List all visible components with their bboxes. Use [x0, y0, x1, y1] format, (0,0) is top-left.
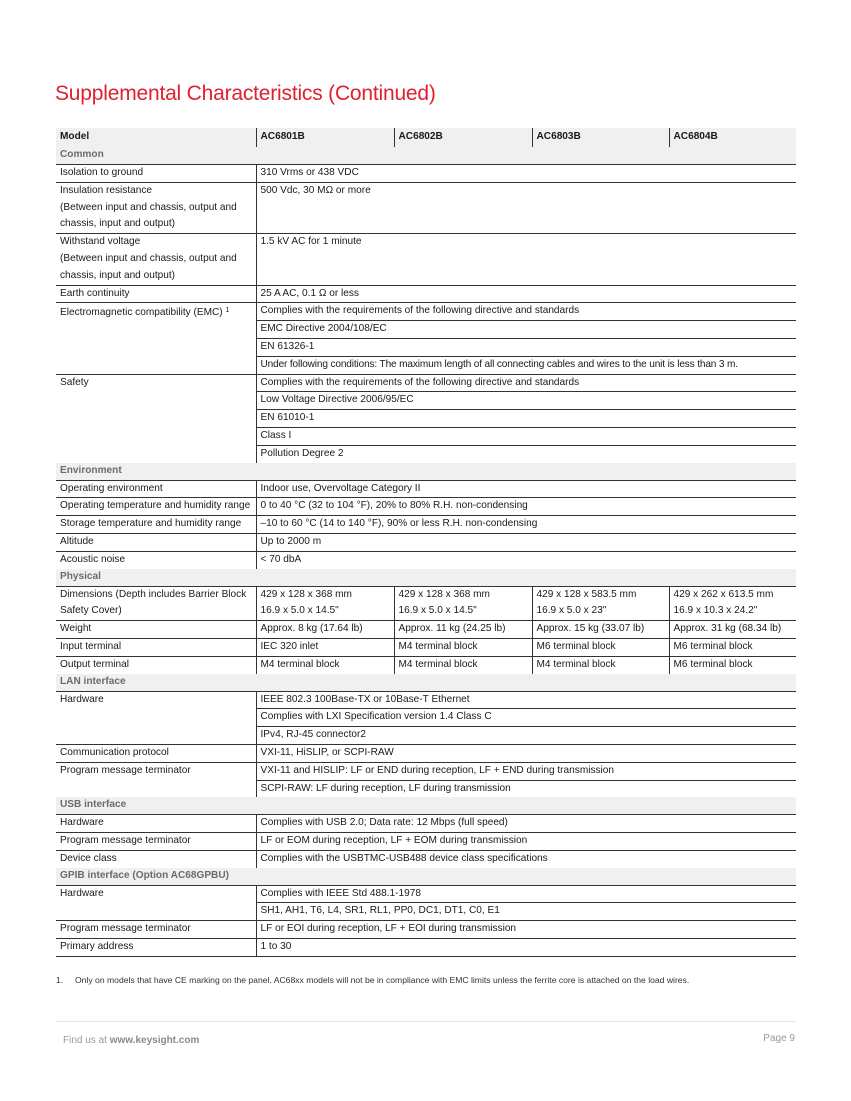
- row-label: Safety: [56, 374, 256, 462]
- row-value: Class I: [256, 427, 796, 445]
- table-row: [56, 921, 796, 939]
- row-value: 1.5 kV AC for 1 minute: [256, 234, 796, 285]
- section-gpib: GPIB interface (Option AC68GPBU): [56, 868, 796, 886]
- row-label: Primary address: [56, 939, 256, 957]
- row-value: Complies with the requirements of the following directive and standards: [256, 374, 796, 392]
- row-value: Indoor use, Overvoltage Category II: [256, 480, 796, 498]
- table-row: [56, 480, 796, 498]
- table-row: [56, 586, 796, 621]
- row-value: LF or EOM during reception, LF + EOM during transmission: [256, 833, 796, 851]
- header-ac6803b: AC6803B: [532, 128, 669, 147]
- row-value: IPv4, RJ-45 connector2: [256, 727, 796, 745]
- footnote: [56, 974, 796, 987]
- row-value: VXI-11 and HISLIP: LF or END during reception, LF + END during transmission: [256, 762, 796, 780]
- footnote-ref: 1: [225, 307, 230, 315]
- row-value: Complies with IEEE Std 488.1-1978: [256, 885, 796, 903]
- header-ac6802b: AC6802B: [394, 128, 532, 147]
- header-ac6804b: AC6804B: [669, 128, 796, 147]
- row-label: Hardware: [56, 691, 256, 744]
- footnote-number: 1.: [56, 975, 64, 985]
- supplemental-characteristics-table: [56, 128, 796, 957]
- row-value: EN 61010-1: [256, 410, 796, 428]
- section-environment: Environment: [56, 463, 796, 481]
- row-value: EMC Directive 2004/108/EC: [256, 321, 796, 339]
- row-label: Altitude: [56, 533, 256, 551]
- row-value: Under following conditions: The maximum length of all connecting cables and wires to the unit is less than 3 m.: [256, 356, 796, 374]
- table-row: [56, 516, 796, 534]
- page-title: Supplemental Characteristics (Continued): [55, 82, 436, 105]
- row-value: 0 to 40 °C (32 to 104 °F), 20% to 80% R.H. non-condensing: [256, 498, 796, 516]
- row-value: IEEE 802.3 100Base-TX or 10Base-T Ethernet: [256, 691, 796, 709]
- table-row: [56, 182, 796, 233]
- row-label: Insulation resistance (Between input and chassis, output and chassis, input and output): [56, 182, 256, 233]
- table-header-row: [56, 128, 796, 147]
- footer-site-link[interactable]: www.keysight.com: [109, 1035, 200, 1046]
- row-value: Low Voltage Directive 2006/95/EC: [256, 392, 796, 410]
- row-value: 500 Vdc, 30 MΩ or more: [256, 182, 796, 233]
- row-label: Hardware: [56, 815, 256, 833]
- input-ac6804b: M6 terminal block: [669, 638, 796, 656]
- table-row: [56, 533, 796, 551]
- row-value: Complies with the USBTMC-USB488 device class specifications: [256, 850, 796, 867]
- table-row: [56, 850, 796, 867]
- row-label: Program message terminator: [56, 921, 256, 939]
- dims-ac6801b: 429 x 128 x 368 mm 16.9 x 5.0 x 14.5": [256, 586, 394, 621]
- row-value: Complies with the requirements of the following directive and standards: [256, 303, 796, 321]
- output-ac6801b: M4 terminal block: [256, 656, 394, 673]
- table-row: [56, 815, 796, 833]
- output-ac6804b: M6 terminal block: [669, 656, 796, 673]
- output-ac6803b: M4 terminal block: [532, 656, 669, 673]
- row-label: Program message terminator: [56, 762, 256, 797]
- row-label: Withstand voltage (Between input and chassis, output and chassis, input and output): [56, 234, 256, 285]
- weight-ac6803b: Approx. 15 kg (33.07 lb): [532, 621, 669, 639]
- row-label: Storage temperature and humidity range: [56, 516, 256, 534]
- header-model: Model: [56, 128, 256, 147]
- table-row: [56, 939, 796, 957]
- section-lan: LAN interface: [56, 674, 796, 692]
- row-value: SCPI-RAW: LF during reception, LF during transmission: [256, 780, 796, 797]
- input-ac6802b: M4 terminal block: [394, 638, 532, 656]
- table-row: [56, 234, 796, 285]
- dims-ac6802b: 429 x 128 x 368 mm 16.9 x 5.0 x 14.5": [394, 586, 532, 621]
- table-row: [56, 885, 796, 903]
- table-row: [56, 691, 796, 709]
- row-label: Hardware: [56, 885, 256, 921]
- table-row: [56, 303, 796, 321]
- row-label: Operating environment: [56, 480, 256, 498]
- emc-label: Electromagnetic compatibility (EMC): [60, 307, 223, 319]
- section-physical: Physical: [56, 569, 796, 587]
- table-row: [56, 833, 796, 851]
- row-value: LF or EOI during reception, LF + EOI during transmission: [256, 921, 796, 939]
- table-row: [56, 621, 796, 639]
- row-value: Complies with USB 2.0; Data rate: 12 Mbps (full speed): [256, 815, 796, 833]
- table-row: [56, 762, 796, 780]
- row-value: 25 A AC, 0.1 Ω or less: [256, 285, 796, 303]
- row-label: Acoustic noise: [56, 551, 256, 568]
- row-value: VXI-11, HiSLIP, or SCPI-RAW: [256, 744, 796, 762]
- row-label: Dimensions (Depth includes Barrier Block Safety Cover): [56, 586, 256, 621]
- row-value: 310 Vrms or 438 VDC: [256, 165, 796, 183]
- row-label: Earth continuity: [56, 285, 256, 303]
- footer-find-us: [63, 1035, 199, 1046]
- output-ac6802b: M4 terminal block: [394, 656, 532, 673]
- table-row: [56, 285, 796, 303]
- table-row: [56, 638, 796, 656]
- dims-ac6803b: 429 x 128 x 583.5 mm 16.9 x 5.0 x 23": [532, 586, 669, 621]
- footnote-text: Only on models that have CE marking on the panel. AC68xx models will not be in compliance with EMC limits unless the ferrite core is attached on the load wires.: [75, 975, 690, 985]
- table-row: [56, 744, 796, 762]
- row-label: Program message terminator: [56, 833, 256, 851]
- row-label: Operating temperature and humidity range: [56, 498, 256, 516]
- row-value: 1 to 30: [256, 939, 796, 957]
- section-usb: USB interface: [56, 797, 796, 815]
- footer-divider: [56, 1021, 796, 1022]
- row-value: –10 to 60 °C (14 to 140 °F), 90% or less R.H. non-condensing: [256, 516, 796, 534]
- dims-ac6804b: 429 x 262 x 613.5 mm 16.9 x 10.3 x 24.2": [669, 586, 796, 621]
- table-row: [56, 656, 796, 673]
- weight-ac6801b: Approx. 8 kg (17.64 lb): [256, 621, 394, 639]
- weight-ac6802b: Approx. 11 kg (24.25 lb): [394, 621, 532, 639]
- row-value: SH1, AH1, T6, L4, SR1, RL1, PP0, DC1, DT1, C0, E1: [256, 903, 796, 921]
- row-value: < 70 dbA: [256, 551, 796, 568]
- weight-ac6804b: Approx. 31 kg (68.34 lb): [669, 621, 796, 639]
- row-value: EN 61326-1: [256, 338, 796, 356]
- row-label: Communication protocol: [56, 744, 256, 762]
- footer-prefix: Find us at: [63, 1035, 110, 1046]
- row-value: Pollution Degree 2: [256, 445, 796, 462]
- table-row: [56, 374, 796, 392]
- input-ac6803b: M6 terminal block: [532, 638, 669, 656]
- row-label: [56, 303, 256, 374]
- row-label: Weight: [56, 621, 256, 639]
- row-value: Complies with LXI Specification version 1.4 Class C: [256, 709, 796, 727]
- row-label: Isolation to ground: [56, 165, 256, 183]
- page-number: Page 9: [763, 1033, 795, 1044]
- table-row: [56, 551, 796, 568]
- section-common: Common: [56, 147, 796, 165]
- row-label: Output terminal: [56, 656, 256, 673]
- input-ac6801b: IEC 320 inlet: [256, 638, 394, 656]
- table-row: [56, 498, 796, 516]
- table-row: [56, 165, 796, 183]
- row-label: Device class: [56, 850, 256, 867]
- row-value: Up to 2000 m: [256, 533, 796, 551]
- row-label: Input terminal: [56, 638, 256, 656]
- header-ac6801b: AC6801B: [256, 128, 394, 147]
